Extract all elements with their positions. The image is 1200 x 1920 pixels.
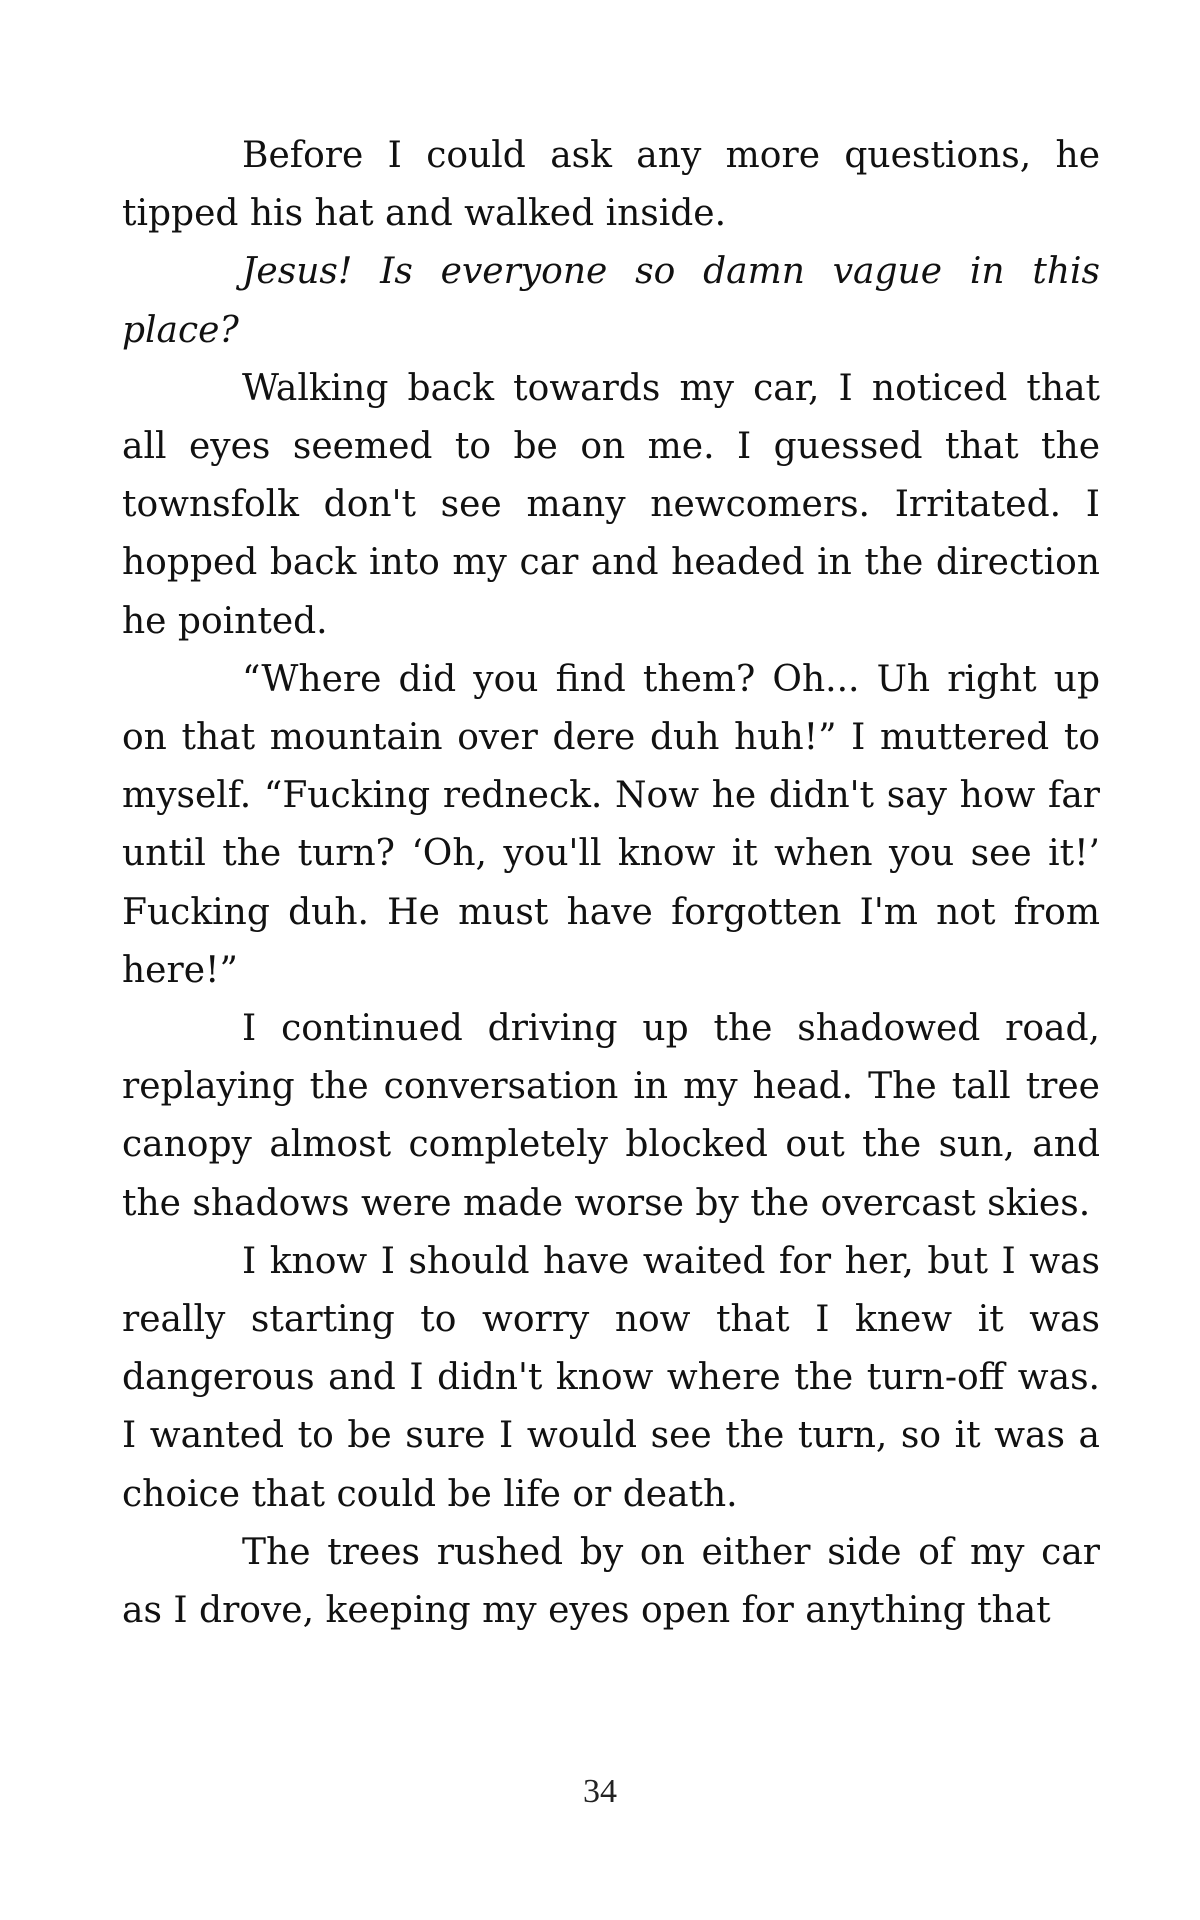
paragraph-3: Walking back towards my car, I noticed that all eyes seemed to be on me. I guessed that the townsfolk don't see many newcomers. Irritated. I hopped back into my car and headed in the direction he pointed. [122,367,1100,642]
paragraph-1: Before I could ask any more questions, he tipped his hat and walked inside. [122,135,1100,235]
page-number: 34 [583,1773,617,1810]
paragraph-5: I continued driving up the shadowed road, replaying the conversation in my head. The tall tree canopy almost completely blocked out the sun, and the shadows were made worse by the overcast skies. [122,1008,1100,1224]
paragraph-2-italic-thought: Jesus! Is everyone so damn vague in this place? [122,251,1100,351]
paragraph-6: I know I should have waited for her, but I was really starting to worry now that I knew it was dangerous and I didn't know where the turn-off was. I wanted to be sure I would see the turn, so it was a choice that could be life or death. [122,1240,1100,1515]
body-text [122,127,1100,1640]
paragraph-4-dialogue: “Where did you find them? Oh... Uh right up on that mountain over dere duh huh!” I muttered to myself. “Fucking redneck. Now he didn't say how far until the turn? ‘Oh, you'll know it when you see it!’ Fucking duh. He must have forgotten I'm not from here!” [122,658,1100,991]
paragraph-7: The trees rushed by on either side of my car as I drove, keeping my eyes open for anything that [122,1531,1100,1632]
